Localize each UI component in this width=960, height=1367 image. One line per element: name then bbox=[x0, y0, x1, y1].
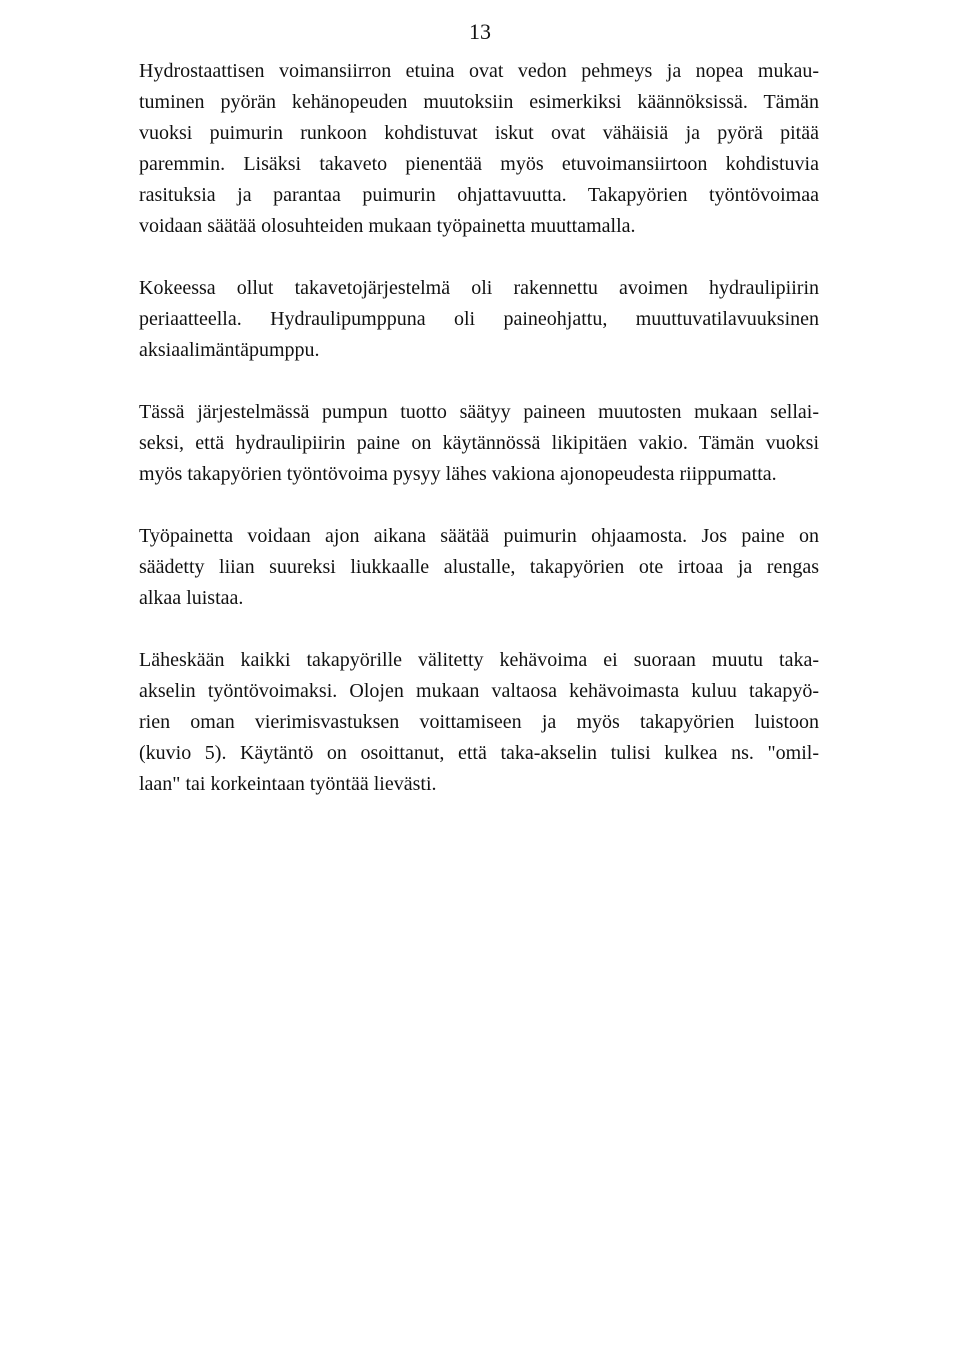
text-line: paremmin. Lisäksi takaveto pienentää myös etuvoimansiirtoon kohdistuvia bbox=[139, 153, 819, 175]
paragraph-1 bbox=[139, 56, 819, 242]
text-line: tuminen pyörän kehänopeuden muutoksiin esimerkiksi käännöksissä. Tämän bbox=[139, 91, 819, 113]
paragraph-2 bbox=[139, 273, 819, 366]
text-line: aksiaalimäntäpumppu. bbox=[139, 339, 320, 361]
text-line: seksi, että hydraulipiirin paine on käytännössä likipitäen vakio. Tämän vuoksi bbox=[139, 432, 819, 454]
text-line: Kokeessa ollut takavetojärjestelmä oli rakennettu avoimen hydraulipiirin bbox=[139, 277, 819, 299]
text-line: Hydrostaattisen voimansiirron etuina ovat vedon pehmeys ja nopea mukau- bbox=[139, 60, 819, 82]
text-line: alkaa luistaa. bbox=[139, 587, 244, 609]
paragraph-4 bbox=[139, 521, 819, 614]
text-line: periaatteella. Hydraulipumppuna oli paineohjattu, muuttuvatilavuuksinen bbox=[139, 308, 819, 330]
text-line: säädetty liian suureksi liukkaalle alustalle, takapyörien ote irtoaa ja rengas bbox=[139, 556, 819, 578]
text-line: rasituksia ja parantaa puimurin ohjattavuutta. Takapyörien työntövoimaa bbox=[139, 184, 819, 206]
text-line: laan" tai korkeintaan työntää lievästi. bbox=[139, 773, 437, 795]
text-line: myös takapyörien työntövoima pysyy lähes vakiona ajonopeudesta riippumatta. bbox=[139, 463, 777, 485]
text-line: (kuvio 5). Käytäntö on osoittanut, että taka-akselin tulisi kulkea ns. "omil- bbox=[139, 742, 819, 764]
page-number: 13 bbox=[469, 19, 491, 44]
body-text bbox=[139, 56, 819, 831]
paragraph-3 bbox=[139, 397, 819, 490]
paragraph-5 bbox=[139, 645, 819, 800]
text-line: vuoksi puimurin runkoon kohdistuvat iskut ovat vähäisiä ja pyörä pitää bbox=[139, 122, 819, 144]
text-line: akselin työntövoimaksi. Olojen mukaan valtaosa kehävoimasta kuluu takapyö- bbox=[139, 680, 819, 702]
text-line: Läheskään kaikki takapyörille välitetty kehävoima ei suoraan muutu taka- bbox=[139, 649, 819, 671]
text-line: rien oman vierimisvastuksen voittamiseen ja myös takapyörien luistoon bbox=[139, 711, 819, 733]
text-line: Työpainetta voidaan ajon aikana säätää puimurin ohjaamosta. Jos paine on bbox=[139, 525, 819, 547]
text-line: Tässä järjestelmässä pumpun tuotto säätyy paineen muutosten mukaan sellai- bbox=[139, 401, 819, 423]
text-line: voidaan säätää olosuhteiden mukaan työpainetta muuttamalla. bbox=[139, 215, 636, 237]
